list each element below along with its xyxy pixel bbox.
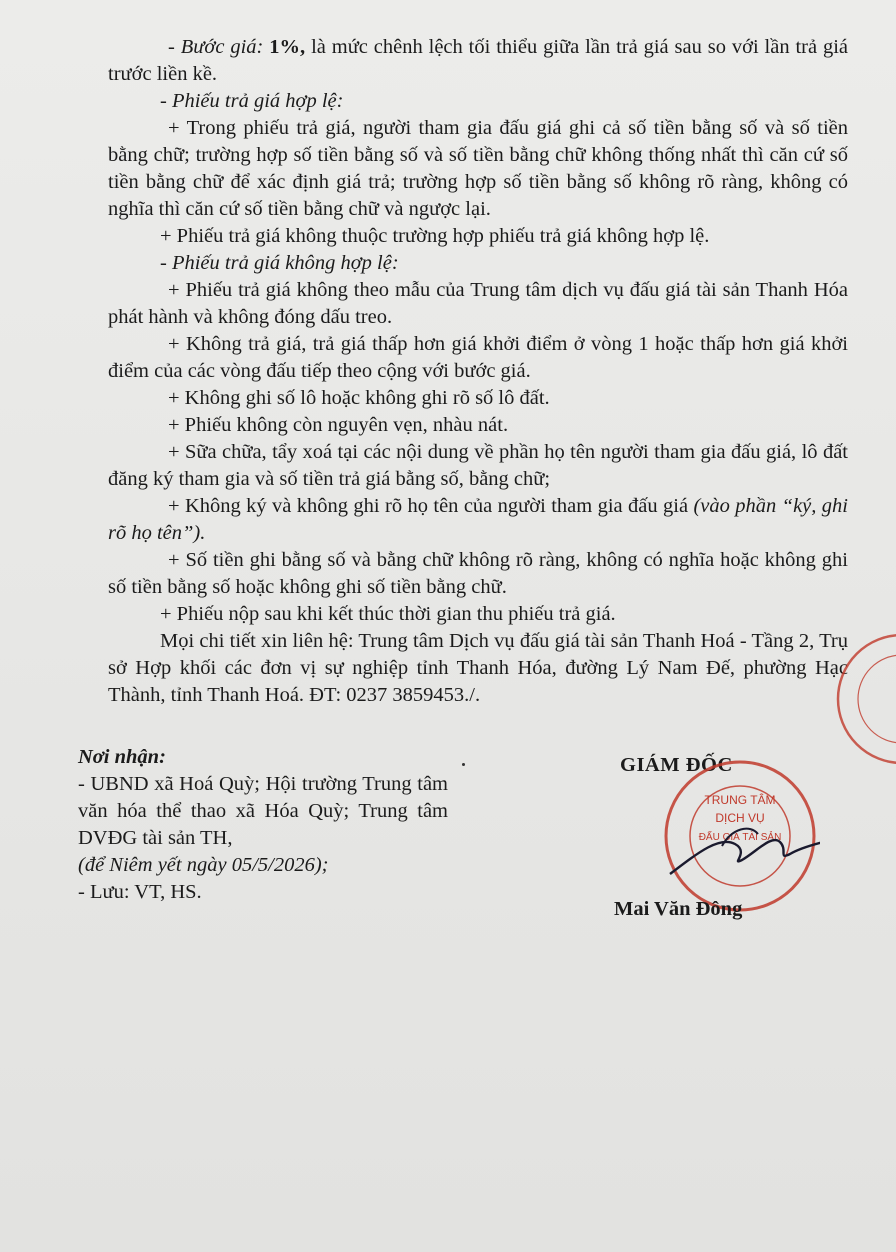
paragraph-invalid-4: + Phiếu không còn nguyên vẹn, nhàu nát. [168, 414, 509, 436]
paragraph-valid-1: + Trong phiếu trả giá, người tham gia đấu giá ghi cả số tiền bằng số và số tiền bằng chữ; trường hợp số tiền bằng số và số tiền bằng chữ không thống nhất thì căn cứ số tiền bằng chữ để xác định giá trả; trường hợp số tiền bằng số không rõ ràng, không có nghĩa thì căn cứ số tiền bằng chữ và ngược lại. [108, 117, 848, 220]
recipient-item: - UBND xã Hoá Quỳ; Hội trường Trung tâm văn hóa thể thao xã Hóa Quỳ; Trung tâm DVĐG tài sản TH, [78, 773, 448, 849]
seal-top-text: TRUNG TÂM [704, 793, 776, 807]
seal-bottom-text: ĐẤU GIÁ TÀI SẢN [698, 832, 782, 843]
stray-dot [462, 763, 465, 766]
paragraph-contact: Mọi chi tiết xin liên hệ: Trung tâm Dịch vụ đấu giá tài sản Thanh Hoá - Tầng 2, Trụ sở Hợp khối các đơn vị sự nghiệp tỉnh Thanh Hóa, đường Lý Nam Đế, phường Hạc Thành, tỉnh Thanh Hoá. ĐT: 0237 3859453./. [108, 630, 848, 706]
paragraph-bid-step: - Bước giá: 1%, là mức chênh lệch tối thiểu giữa lần trả giá sau so với lần trả giá trước liền kề. [108, 36, 849, 85]
official-seal [660, 756, 820, 916]
heading-valid-ballot: - Phiếu trả giá hợp lệ: [160, 90, 344, 112]
paragraph-invalid-6: + Không ký và không ghi rõ họ tên của người tham gia đấu giá (vào phần “ký, ghi rõ họ tên”). [108, 495, 848, 544]
document-body [108, 34, 848, 709]
paragraph-invalid-3: + Không ghi số lô hoặc không ghi rõ số lô đất. [168, 387, 550, 409]
recipients-block [78, 744, 448, 906]
paragraph-valid-2: + Phiếu trả giá không thuộc trường hợp phiếu trả giá không hợp lệ. [160, 225, 710, 247]
recipient-note: (để Niêm yết ngày 05/5/2026); [78, 854, 329, 876]
paragraph-invalid-8: + Phiếu nộp sau khi kết thúc thời gian thu phiếu trả giá. [160, 603, 616, 625]
paragraph-invalid-2: + Không trả giá, trả giá thấp hơn giá khởi điểm ở vòng 1 hoặc thấp hơn giá khởi điểm của các vòng đấu tiếp theo cộng với bước giá. [108, 333, 848, 382]
heading-invalid-ballot: - Phiếu trả giá không hợp lệ: [160, 252, 399, 274]
recipients-title: Nơi nhận: [78, 746, 166, 768]
paragraph-invalid-1: + Phiếu trả giá không theo mẫu của Trung tâm dịch vụ đấu giá tài sản Thanh Hóa phát hành và không đóng dấu treo. [108, 279, 848, 328]
seal-mid-text: DỊCH VỤ [715, 811, 765, 825]
signature-title: GIÁM ĐỐC [620, 754, 733, 776]
paragraph-invalid-7: + Số tiền ghi bằng số và bằng chữ không rõ ràng, không có nghĩa hoặc không ghi số tiền bằng số hoặc không ghi số tiền bằng chữ. [108, 549, 848, 598]
signer-name: Mai Văn Đông [614, 898, 743, 920]
paragraph-invalid-5: + Sữa chữa, tẩy xoá tại các nội dung về phần họ tên người tham gia đấu giá, lô đất đăng ký tham gia và số tiền trả giá bằng số, bằng chữ; [108, 441, 848, 490]
recipient-item: - Lưu: VT, HS. [78, 881, 202, 903]
partial-seal-edge [832, 624, 896, 774]
